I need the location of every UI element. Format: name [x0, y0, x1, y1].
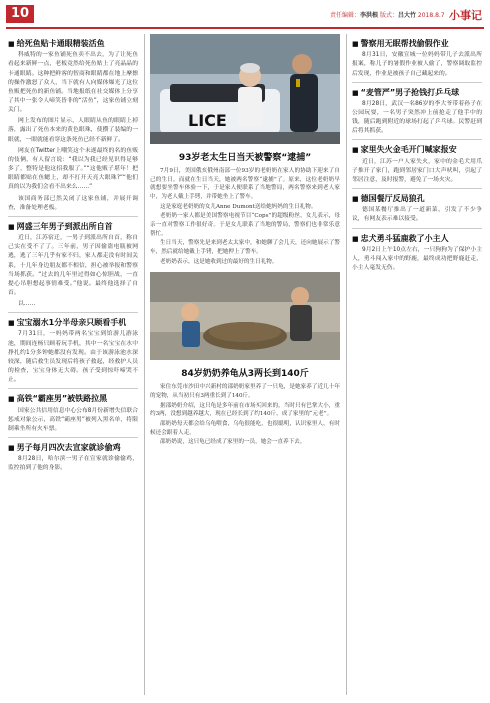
article-paragraph: 9月2日上午10点左右，一只狗狗为了保护小主人，勇斗闯入家中的野鹿，最终成功把野鹿赶走，小主人毫发无伤。 [352, 246, 482, 272]
article [352, 88, 482, 137]
story-paragraph: 这是家庭老奶奶的女儿Anne Dumont送给她妈妈的生日礼物。 [160, 203, 317, 210]
article [8, 222, 138, 309]
article-headline: ■ 高铁“霸座男”被铁路拉黑 [8, 394, 138, 403]
story-paragraph: 家住东莞市沙田中兴新村的邵奶奶家里养了一只龟，是她家养了近几十年的宠物，从当初只有3两重长到了140斤。 [150, 384, 340, 399]
tortoise-photo-illustration [150, 272, 340, 360]
article-headline: ■ “麦管严”男子抢钱打乒乓球 [352, 88, 482, 97]
article-headline: ■ 男子每月四次去宣家就诊偷鸡 [8, 443, 138, 452]
column-divider [346, 34, 347, 695]
article-paragraph: 7月31日，一妈妈带两名宝宝到馆游儿游泳池，期间连杨只顾着玩手机，其中一名宝宝在水中挣扎约1分多钟她都没有发现。由于该游泳池水深较深，随后救生员发现后将孩子救起，经救护人员的检查，宝宝身体无大碍。孩子受到惊吓啼哭不止。 [8, 331, 138, 384]
article-headline: ■ 警察用无眠帮找偷假作业 [352, 39, 482, 48]
article [8, 443, 138, 474]
article-paragraph: 网友在Twitter上嘲笑这个未遂最终的名的鱼贩的伎俩，有人留言说：“我以为我已经见识得足够多了，整特是他这招我服了。”“这他贩子堪年！把眼睛都贴在鱼鳃上，却不打开天亮大眼珠?”“他们真的以为我们会看不出来么……” [8, 147, 138, 191]
right-column [352, 34, 482, 695]
article-paragraph: 网上发布的图片显示，人眼睛从鱼的眼睛上掉落，露出了死鱼本来的黄色眼珠，使攒了装编的一眼就，一眼就能看穿这条死鱼已经不新鲜了。 [8, 118, 138, 143]
article-paragraph: 8月28日，武汉一名86岁的李大爷带着孙子在公园玩耍，一名男子突然冲上前抢走了他手中的钱，随后跑到附近的球场打起了乒乓球。民警赶到后将其抓获。 [352, 100, 482, 135]
article-paragraph: 近日，江苏宿迁，一男子到派出所自首，称自己实在受不了了。三年前，男子因偷盗电瓶被网逃，逃了三年几乎有家不归，家人都走没有时间关系，十几年身边朋友都不相信，担心被举报和警察当场抓获。“过去的几年里过得如心惊胆战，一直提心吊胆想起事情难受。”他说。最终他选择了自首。 [8, 235, 138, 296]
article-paragraph: 8月31日，安徽宣城一位妈妈带儿子去派出所报案，称儿子的暑假作业被人偷了，警察调取监控后发现，作业是被孩子自己藏起来的。 [352, 52, 482, 77]
page-header [0, 0, 490, 28]
article-paragraph: 以…… [18, 301, 36, 308]
article-headline: ■ 忠犬勇斗猛鹿救了小主人 [352, 234, 482, 243]
divider [352, 139, 482, 140]
story-paragraph: 邵奶奶说，这只龟已经成了家里的一员，她会一直养下去。 [160, 439, 306, 446]
story-paragraph: 7月9日，美国俄亥俄州南部一位93岁的老奶奶在家人的协助下迎来了自己的生日，而就在生日当天，她被两名警察“逮捕”了。原来，这位老奶奶早就想要坐警车体验一下，于是家人便联系了当地警局，两名警察来到老人家中，为老人戴上手铐，并带她坐上了警车。 [150, 168, 340, 200]
article [352, 234, 482, 274]
story-paragraph: 据邵奶奶介绍，这只龟是多年前在市场买回来的，当时只有巴掌大小，重约3两，没想到越养越大，现在已经长到了约140斤，成了家里的“元老”。 [150, 402, 340, 418]
article-headline: ■ 家里失火金毛开门喊家报安 [352, 145, 482, 154]
tortoise-photo [150, 272, 340, 360]
divider [352, 188, 482, 189]
article-paragraph: 8月28日，哈尔滨一男子在宣家就诊偷偷鸡，监控拍到了他的身影。 [8, 456, 138, 472]
story-paragraph: 邵奶奶每天都会给乌龟喂食，乌龟很能吃，也很聪明，认识家里人，有时候还会跟着人走。 [150, 420, 340, 436]
story-paragraph: 老奶奶表示，这是她收到过的最好的生日礼物。 [160, 258, 278, 265]
divider [8, 312, 138, 313]
article-headline: ■ 宝宝溺水1分半母亲只顾看手机 [8, 318, 138, 327]
editor-credits: 责任编辑：李洪根 版式：吕大竹 2018.8.7 [330, 12, 445, 19]
article-paragraph: 德国某餐厅推出了一道新菜，引发了不少争议，有网友表示难以接受。 [352, 207, 482, 223]
article-paragraph: 科威特的一家鱼铺死鱼卖不出去，为了让死鱼看起来新鲜一点，老板竟然给死鱼贴上了亮晶晶的卡通眼睛。这种把鲜客的智商和眼睛都在地上摩擦的操作激怒了众人，当下就有人向媒体爆光了这位鱼贩把死鱼的新鱼铺。当地报纸在社交媒体上分享了其中一张令人啼笑皆非的“活鱼”，这家鱼铺立刻关门。 [8, 52, 138, 114]
article-headline: ■ 网盛三年男子到派出所自首 [8, 222, 138, 231]
article-paragraph: 近日，江苏一户人家失火，家中的金毛犬用爪子推开了家门，跑到邻居家门口大声吠叫，引起了邻居注意，及时报警，避免了一场火灾。 [352, 158, 482, 183]
police-photo-illustration [150, 34, 340, 144]
header-divider [6, 27, 484, 29]
story-paragraph: 生日当天，警察先是来到老太太家中，和她聊了会儿天，还向她展示了警车，然后就给她戴上手铐，把她押上了警车。 [150, 240, 340, 255]
article [352, 145, 482, 185]
divider [352, 228, 482, 229]
article [352, 39, 482, 79]
article [8, 394, 138, 434]
story-paragraph: 老奶奶一家人都是美国警察电视节目“Cops”的超级粉丝，女儿表示，母亲一直对警察工作很好奇。于是女儿联系了当地的警局，警察们也非常乐意帮忙。 [150, 213, 340, 237]
story-headline: 84岁奶奶养龟从3两长到140斤 [181, 369, 309, 380]
divider [8, 388, 138, 389]
article-headline: ■ 给死鱼贴卡通眼精装活鱼 [8, 39, 138, 48]
article-paragraph: 该国商务部已然关闭了这家鱼铺，并展开调查，准备处理老板。 [8, 195, 138, 211]
article-paragraph: 国家公共信用信息中心公布8月份新增失信联合惩戒对象公示，高铁“霸座男”被列入黑名单，将限制乘坐所有火车票。 [8, 407, 138, 432]
article [352, 194, 482, 225]
svg-text:LICE: LICE [188, 111, 227, 130]
divider [352, 82, 482, 83]
page-number: 10 [6, 5, 34, 23]
left-column [8, 34, 138, 695]
middle-column [150, 34, 340, 695]
police-photo [150, 34, 340, 144]
story-headline: 93岁老太生日当天被警察“逮捕” [178, 153, 312, 163]
article [8, 318, 138, 385]
divider [8, 216, 138, 217]
issue-date: 2018.8.7 [417, 12, 445, 19]
section-title: 小事记 [449, 9, 482, 22]
column-divider [144, 34, 145, 695]
divider [8, 437, 138, 438]
article [8, 39, 138, 213]
article-headline: ■ 德国餐厅反局狼孔 [352, 194, 482, 203]
